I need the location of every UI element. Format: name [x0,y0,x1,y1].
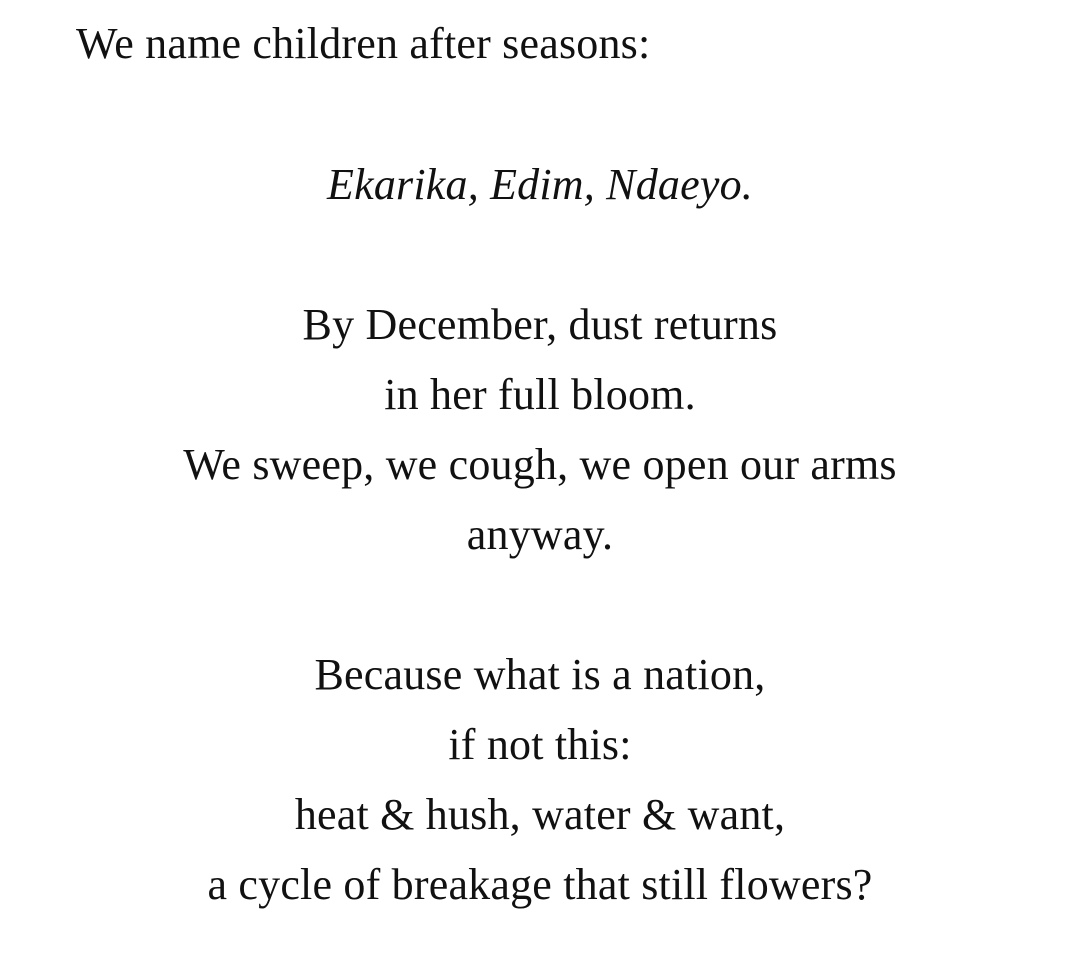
poem-line-2-season-names: Ekarika, Edim, Ndaeyo. [327,160,753,209]
poem-line-4: in her full bloom. [384,370,696,419]
poem-line-1: We name children after seasons: [76,19,651,68]
poem-line-7: Because what is a nation, [314,650,766,699]
poem-line-3: By December, dust returns [302,300,778,349]
poem-line-8: if not this: [448,720,632,769]
poem-line-6: anyway. [466,510,614,559]
poem-line-10: a cycle of breakage that still flowers? [207,860,873,909]
poem-line-5: We sweep, we cough, we open our arms [183,440,897,489]
poem-line-9: heat & hush, water & want, [294,790,786,839]
